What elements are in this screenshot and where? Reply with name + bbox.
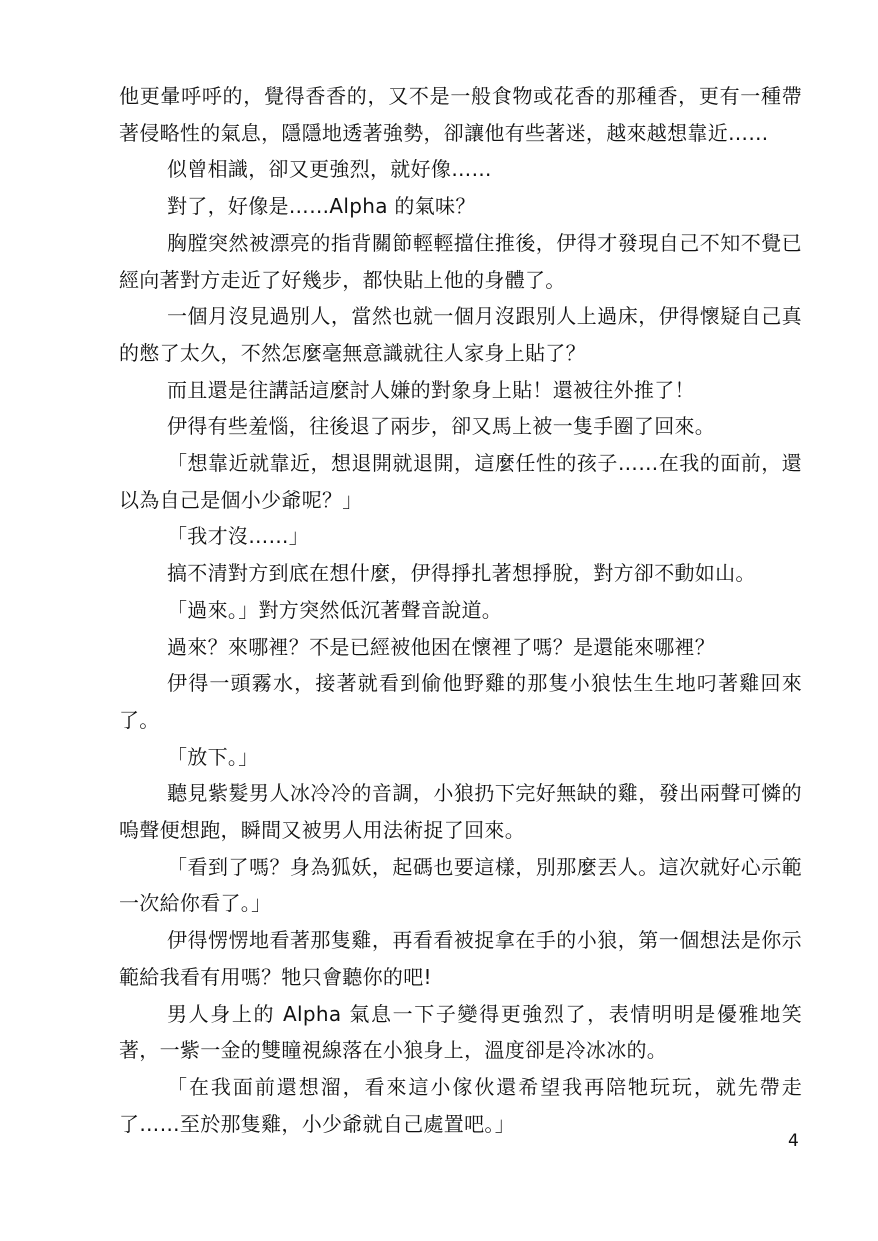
paragraph: 搞不清對方到底在想什麼，伊得掙扎著想掙脫，對方卻不動如山。 bbox=[167, 561, 756, 586]
paragraph: 「我才沒……」 bbox=[167, 524, 310, 549]
paragraph: 「在我面前還想溜，看來這小傢伙還希望我再陪牠玩玩，就先帶走了……至於那隻雞，小少爺就自己處置吧。」 bbox=[119, 1074, 802, 1136]
paragraph: 對了，好像是……Alpha 的氣味？ bbox=[167, 194, 476, 219]
paragraph: 伊得一頭霧水，接著就看到偷他野雞的那隻小狼怯生生地叼著雞回來了。 bbox=[119, 671, 802, 732]
paragraph: 「想靠近就靠近，想退開就退開，這麼任性的孩子……在我的面前，還以為自己是個小少爺呢？」 bbox=[119, 451, 802, 512]
paragraph: 而且還是往講話這麼討人嫌的對象身上貼！還被往外推了！ bbox=[167, 377, 695, 402]
paragraph: 似曾相識，卻又更強烈，就好像…… bbox=[167, 157, 492, 182]
paragraph: 「看到了嗎？身為狐妖，起碼也要這樣，別那麼丟人。這次就好心示範一次給你看了。」 bbox=[119, 854, 802, 916]
paragraph: 聽見紫髮男人冰冷冷的音調，小狼扔下完好無缺的雞，發出兩聲可憐的嗚聲便想跑，瞬間又被男人用法術捉了回來。 bbox=[119, 781, 802, 843]
paragraph: 「放下。」 bbox=[167, 744, 259, 769]
paragraph: 一個月沒見過別人，當然也就一個月沒跟別人上過床，伊得懷疑自己真的憋了太久，不然怎麼毫無意識就往人家身上貼了？ bbox=[119, 304, 802, 365]
paragraph: 胸膛突然被漂亮的指背關節輕輕擋住推後，伊得才發現自己不知不覺已經向著對方走近了好幾步，都快貼上他的身體了。 bbox=[119, 230, 802, 292]
paragraph: 伊得有些羞惱，往後退了兩步，卻又馬上被一隻手圈了回來。 bbox=[167, 414, 716, 439]
body-text bbox=[119, 78, 802, 1142]
paragraph: 「過來。」對方突然低沉著聲音說道。 bbox=[167, 597, 503, 622]
page-number: 4 bbox=[788, 1131, 799, 1151]
paragraph: 他更暈呼呼的，覺得香香的，又不是一般食物或花香的那種香，更有一種帶著侵略性的氣息，隱隱地透著強勢，卻讓他有些著迷，越來越想靠近…… bbox=[119, 84, 802, 145]
paragraph: 男人身上的 Alpha 氣息一下子變得更強烈了，表情明明是優雅地笑著，一紫一金的雙瞳視線落在小狼身上，溫度卻是冷冰冰的。 bbox=[119, 1001, 802, 1063]
paragraph: 伊得愣愣地看著那隻雞，再看看被捉拿在手的小狼，第一個想法是你示範給我看有用嗎？牠只會聽你的吧! bbox=[119, 928, 802, 989]
paragraph: 過來？來哪裡？不是已經被他困在懷裡了嗎？是還能來哪裡？ bbox=[167, 634, 716, 659]
